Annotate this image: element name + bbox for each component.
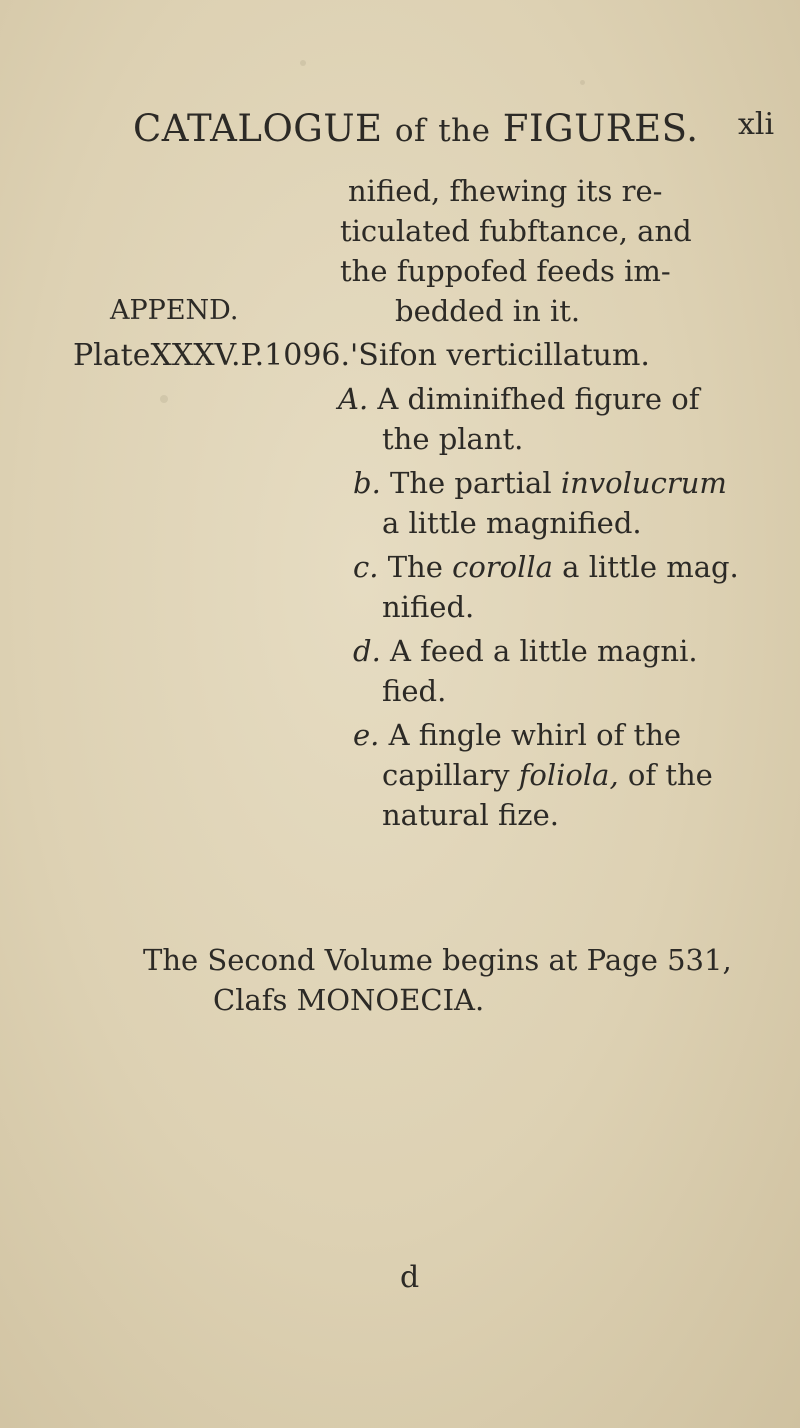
entry-b (353, 466, 727, 500)
entry-text: A fingle whirl of the (388, 718, 682, 752)
entry-letter: d. (353, 634, 381, 668)
header-title-of: of (394, 113, 426, 149)
entry-text: of the (618, 758, 713, 792)
entry-d-cont: fied. (382, 674, 447, 708)
continuation-line: nified, fhewing its re- (348, 174, 663, 208)
entry-c-cont: nified. (382, 590, 475, 624)
entry-text: A feed a little magni. (390, 634, 698, 668)
entry-text: a little mag. (552, 550, 739, 584)
header-title-main: CATALOGUE (133, 107, 383, 150)
entry-italic-term: involucrum (560, 466, 727, 500)
continuation-line: the fuppofed feeds im- (340, 254, 671, 288)
continuation-line: ticulated fubftance, and (340, 214, 692, 248)
volume-note: The Second Volume begins at Page 531, (143, 943, 732, 977)
foxing-spot (300, 60, 306, 66)
entry-text: The partial (390, 466, 561, 500)
plate-heading: PlateXXXV.P.1096.'Sifon verticillatum. (73, 338, 650, 373)
entry-c (353, 550, 739, 584)
entry-e-cont (382, 758, 713, 792)
entry-letter: b. (353, 466, 381, 500)
continuation-line: bedded in it. (395, 294, 581, 328)
entry-b-cont: a little magnified. (382, 506, 642, 540)
entry-letter: A. (338, 382, 369, 416)
entry-italic-term: corolla (452, 550, 553, 584)
entry-italic-term: foliola, (518, 758, 619, 792)
signature-mark: d (400, 1260, 420, 1295)
entry-letter: c. (353, 550, 379, 584)
foxing-spot (580, 80, 585, 85)
entry-text: The (387, 550, 453, 584)
header-title-the: the (438, 113, 491, 149)
entry-text: A diminifhed figure of (377, 382, 700, 416)
foxing-spot (160, 395, 168, 403)
class-note: Clafs MONOECIA. (213, 983, 485, 1017)
append-label: APPEND. (110, 295, 239, 326)
entry-d (353, 634, 698, 668)
folio-number: xli (738, 107, 775, 142)
entry-e-cont: natural fize. (382, 798, 559, 832)
header-title-end: FIGURES. (502, 107, 699, 150)
entry-e (353, 718, 682, 752)
entry-a-cont: the plant. (382, 422, 524, 456)
entry-letter: e. (353, 718, 380, 752)
entry-text: capillary (382, 758, 519, 792)
running-header (133, 107, 698, 150)
entry-a (338, 382, 700, 416)
